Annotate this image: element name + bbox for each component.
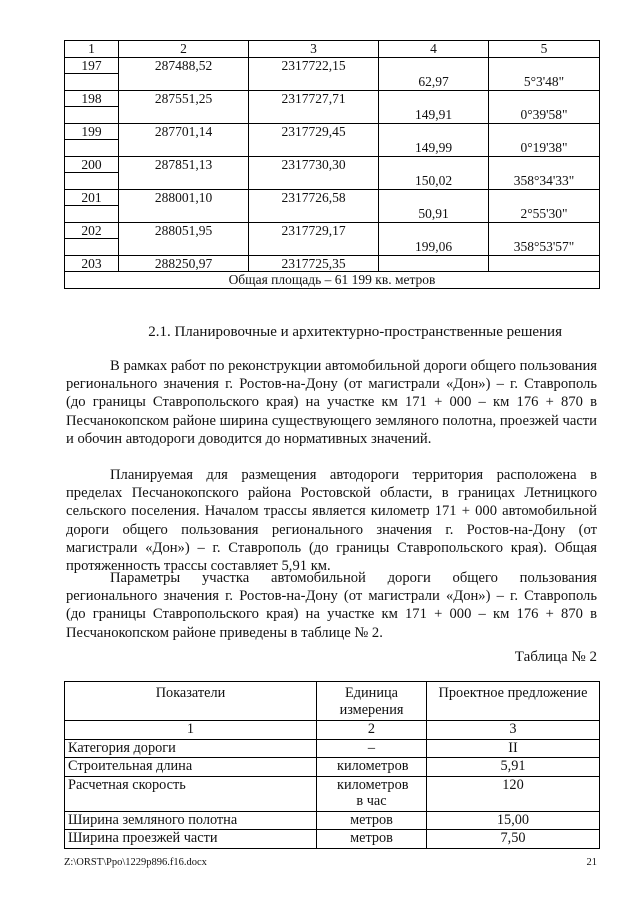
- params-body: [65, 739, 600, 848]
- coords-header-cell: 2: [119, 41, 249, 58]
- empty-cell: [249, 107, 379, 124]
- segment-row: [65, 140, 600, 157]
- indicator: Ширина земляного полотна: [65, 811, 317, 830]
- coord-x: 288051,95: [119, 222, 249, 239]
- unit: метров: [317, 811, 427, 830]
- empty-cell: [489, 90, 600, 107]
- unit: километров в час: [317, 776, 427, 811]
- segment-row: [65, 173, 600, 190]
- direction-angle: 2°55'30": [489, 206, 600, 223]
- coords-header-cell: 3: [249, 41, 379, 58]
- empty-cell: [65, 173, 119, 190]
- direction-angle: 5°3'48": [489, 74, 600, 91]
- segment-length: 50,91: [379, 206, 489, 223]
- segment-length: 149,99: [379, 140, 489, 157]
- paragraph: В рамках работ по реконструкции автомобильной дороги общего пользования регионального значения г. Ростов-на-Дону (от магистрали «Дон») – г. Ставрополь (до границы Ставропольского края) на участке км 171 + 000 – км 176 + 870 в Песчанокопском районе ширина существующего земляного полотна, проезжей части и обочин автодороги доводится до нормативных значений.: [66, 358, 597, 447]
- coord-y: 2317726,58: [249, 189, 379, 206]
- empty-cell: [119, 239, 249, 256]
- unit: метров: [317, 830, 427, 849]
- coord-y: 2317727,71: [249, 90, 379, 107]
- segment-length: 149,91: [379, 107, 489, 124]
- direction-angle: 358°53'57": [489, 239, 600, 256]
- empty-cell: [489, 57, 600, 74]
- value: 7,50: [427, 830, 600, 849]
- coord-y: 2317722,15: [249, 57, 379, 74]
- params-row: [65, 758, 600, 777]
- params-number-cell: 1: [65, 721, 317, 740]
- empty-cell: [65, 206, 119, 223]
- segment-length: 62,97: [379, 74, 489, 91]
- coords-total-row: [65, 272, 600, 289]
- direction-angle: 0°39'58": [489, 107, 600, 124]
- empty-cell: [379, 90, 489, 107]
- empty-cell: [65, 239, 119, 256]
- coordinates-table: [64, 40, 600, 289]
- point-number: 202: [65, 222, 119, 239]
- point-row: [65, 123, 600, 140]
- point-row: [65, 255, 600, 272]
- params-number-cell: 3: [427, 721, 600, 740]
- coord-x: 287551,25: [119, 90, 249, 107]
- segment-row: [65, 74, 600, 91]
- coord-x: 287851,13: [119, 156, 249, 173]
- point-row: [65, 156, 600, 173]
- empty-cell: [489, 156, 600, 173]
- segment-row: [65, 107, 600, 124]
- paragraph: Параметры участка автомобильной дороги общего пользования регионального значения г. Ростов-на-Дону (от магистрали «Дон») – г. Ставрополь (до границы Ставропольского края) на участке км 171 + 000 – км 176 + 870 в Песчанокопском районе приведены в таблице № 2.: [66, 570, 597, 641]
- empty-cell: [489, 123, 600, 140]
- indicator: Строительная длина: [65, 758, 317, 777]
- coords-header-row: [65, 41, 600, 58]
- empty-cell: [119, 107, 249, 124]
- empty-cell: [489, 255, 600, 272]
- unit: –: [317, 739, 427, 758]
- point-number: 199: [65, 123, 119, 140]
- params-row: [65, 830, 600, 849]
- point-row: [65, 57, 600, 74]
- empty-cell: [379, 57, 489, 74]
- params-row: [65, 776, 600, 811]
- segment-length: 199,06: [379, 239, 489, 256]
- footer-file-path: Z:\ORST\Ppo\1229p896.f16.docx: [64, 857, 207, 868]
- point-row: [65, 189, 600, 206]
- point-row: [65, 222, 600, 239]
- params-header-cell: Показатели: [65, 682, 317, 721]
- point-number: 197: [65, 57, 119, 74]
- params-header-cell: Единица измерения: [317, 682, 427, 721]
- total-area: Общая площадь – 61 199 кв. метров: [65, 272, 600, 289]
- value: 15,00: [427, 811, 600, 830]
- empty-cell: [119, 173, 249, 190]
- empty-cell: [249, 206, 379, 223]
- empty-cell: [379, 189, 489, 206]
- empty-cell: [119, 206, 249, 223]
- table-caption: Таблица № 2: [514, 649, 597, 665]
- section-heading: 2.1. Планировочные и архитектурно-пространственные решения: [148, 324, 562, 340]
- coord-y: 2317725,35: [249, 255, 379, 272]
- empty-cell: [249, 140, 379, 157]
- value: 5,91: [427, 758, 600, 777]
- params-row: [65, 811, 600, 830]
- point-number: 201: [65, 189, 119, 206]
- page-number: 21: [586, 857, 597, 868]
- params-number-cell: 2: [317, 721, 427, 740]
- segment-length: 150,02: [379, 173, 489, 190]
- coord-x: 287701,14: [119, 123, 249, 140]
- empty-cell: [119, 140, 249, 157]
- empty-cell: [65, 140, 119, 157]
- indicator: Категория дороги: [65, 739, 317, 758]
- empty-cell: [249, 173, 379, 190]
- empty-cell: [379, 255, 489, 272]
- coord-y: 2317729,17: [249, 222, 379, 239]
- empty-cell: [489, 222, 600, 239]
- coord-y: 2317729,45: [249, 123, 379, 140]
- coords-header-cell: 1: [65, 41, 119, 58]
- coord-x: 287488,52: [119, 57, 249, 74]
- point-number: 203: [65, 255, 119, 272]
- paragraph: Планируемая для размещения автодороги территория расположена в пределах Песчанокопского района Ростовской области, в границах Летницкого сельского поселения. Началом трассы является километр 171 + 000 автомобильной дороги общего пользования регионального значения г. Ростов-на-Дону (от магистрали «Дон») – г. Ставрополь (до границы Ставропольского края). Общая протяженность трассы составляет 5,91 км.: [66, 467, 597, 575]
- coord-y: 2317730,30: [249, 156, 379, 173]
- segment-row: [65, 206, 600, 223]
- empty-cell: [249, 74, 379, 91]
- direction-angle: 0°19'38": [489, 140, 600, 157]
- indicator: Ширина проезжей части: [65, 830, 317, 849]
- point-number: 198: [65, 90, 119, 107]
- empty-cell: [379, 123, 489, 140]
- empty-cell: [379, 156, 489, 173]
- empty-cell: [65, 74, 119, 91]
- empty-cell: [249, 239, 379, 256]
- value: 120: [427, 776, 600, 811]
- coords-body: [65, 57, 600, 272]
- coords-header-cell: 5: [489, 41, 600, 58]
- value: II: [427, 739, 600, 758]
- point-number: 200: [65, 156, 119, 173]
- params-header-cell: Проектное предложение: [427, 682, 600, 721]
- coord-x: 288250,97: [119, 255, 249, 272]
- parameters-table: [64, 681, 600, 849]
- empty-cell: [489, 189, 600, 206]
- params-row: [65, 739, 600, 758]
- unit: километров: [317, 758, 427, 777]
- segment-row: [65, 239, 600, 256]
- point-row: [65, 90, 600, 107]
- empty-cell: [119, 74, 249, 91]
- params-header-row: [65, 682, 600, 721]
- coord-x: 288001,10: [119, 189, 249, 206]
- coords-header-cell: 4: [379, 41, 489, 58]
- params-number-row: [65, 721, 600, 740]
- empty-cell: [379, 222, 489, 239]
- empty-cell: [65, 107, 119, 124]
- direction-angle: 358°34'33": [489, 173, 600, 190]
- indicator: Расчетная скорость: [65, 776, 317, 811]
